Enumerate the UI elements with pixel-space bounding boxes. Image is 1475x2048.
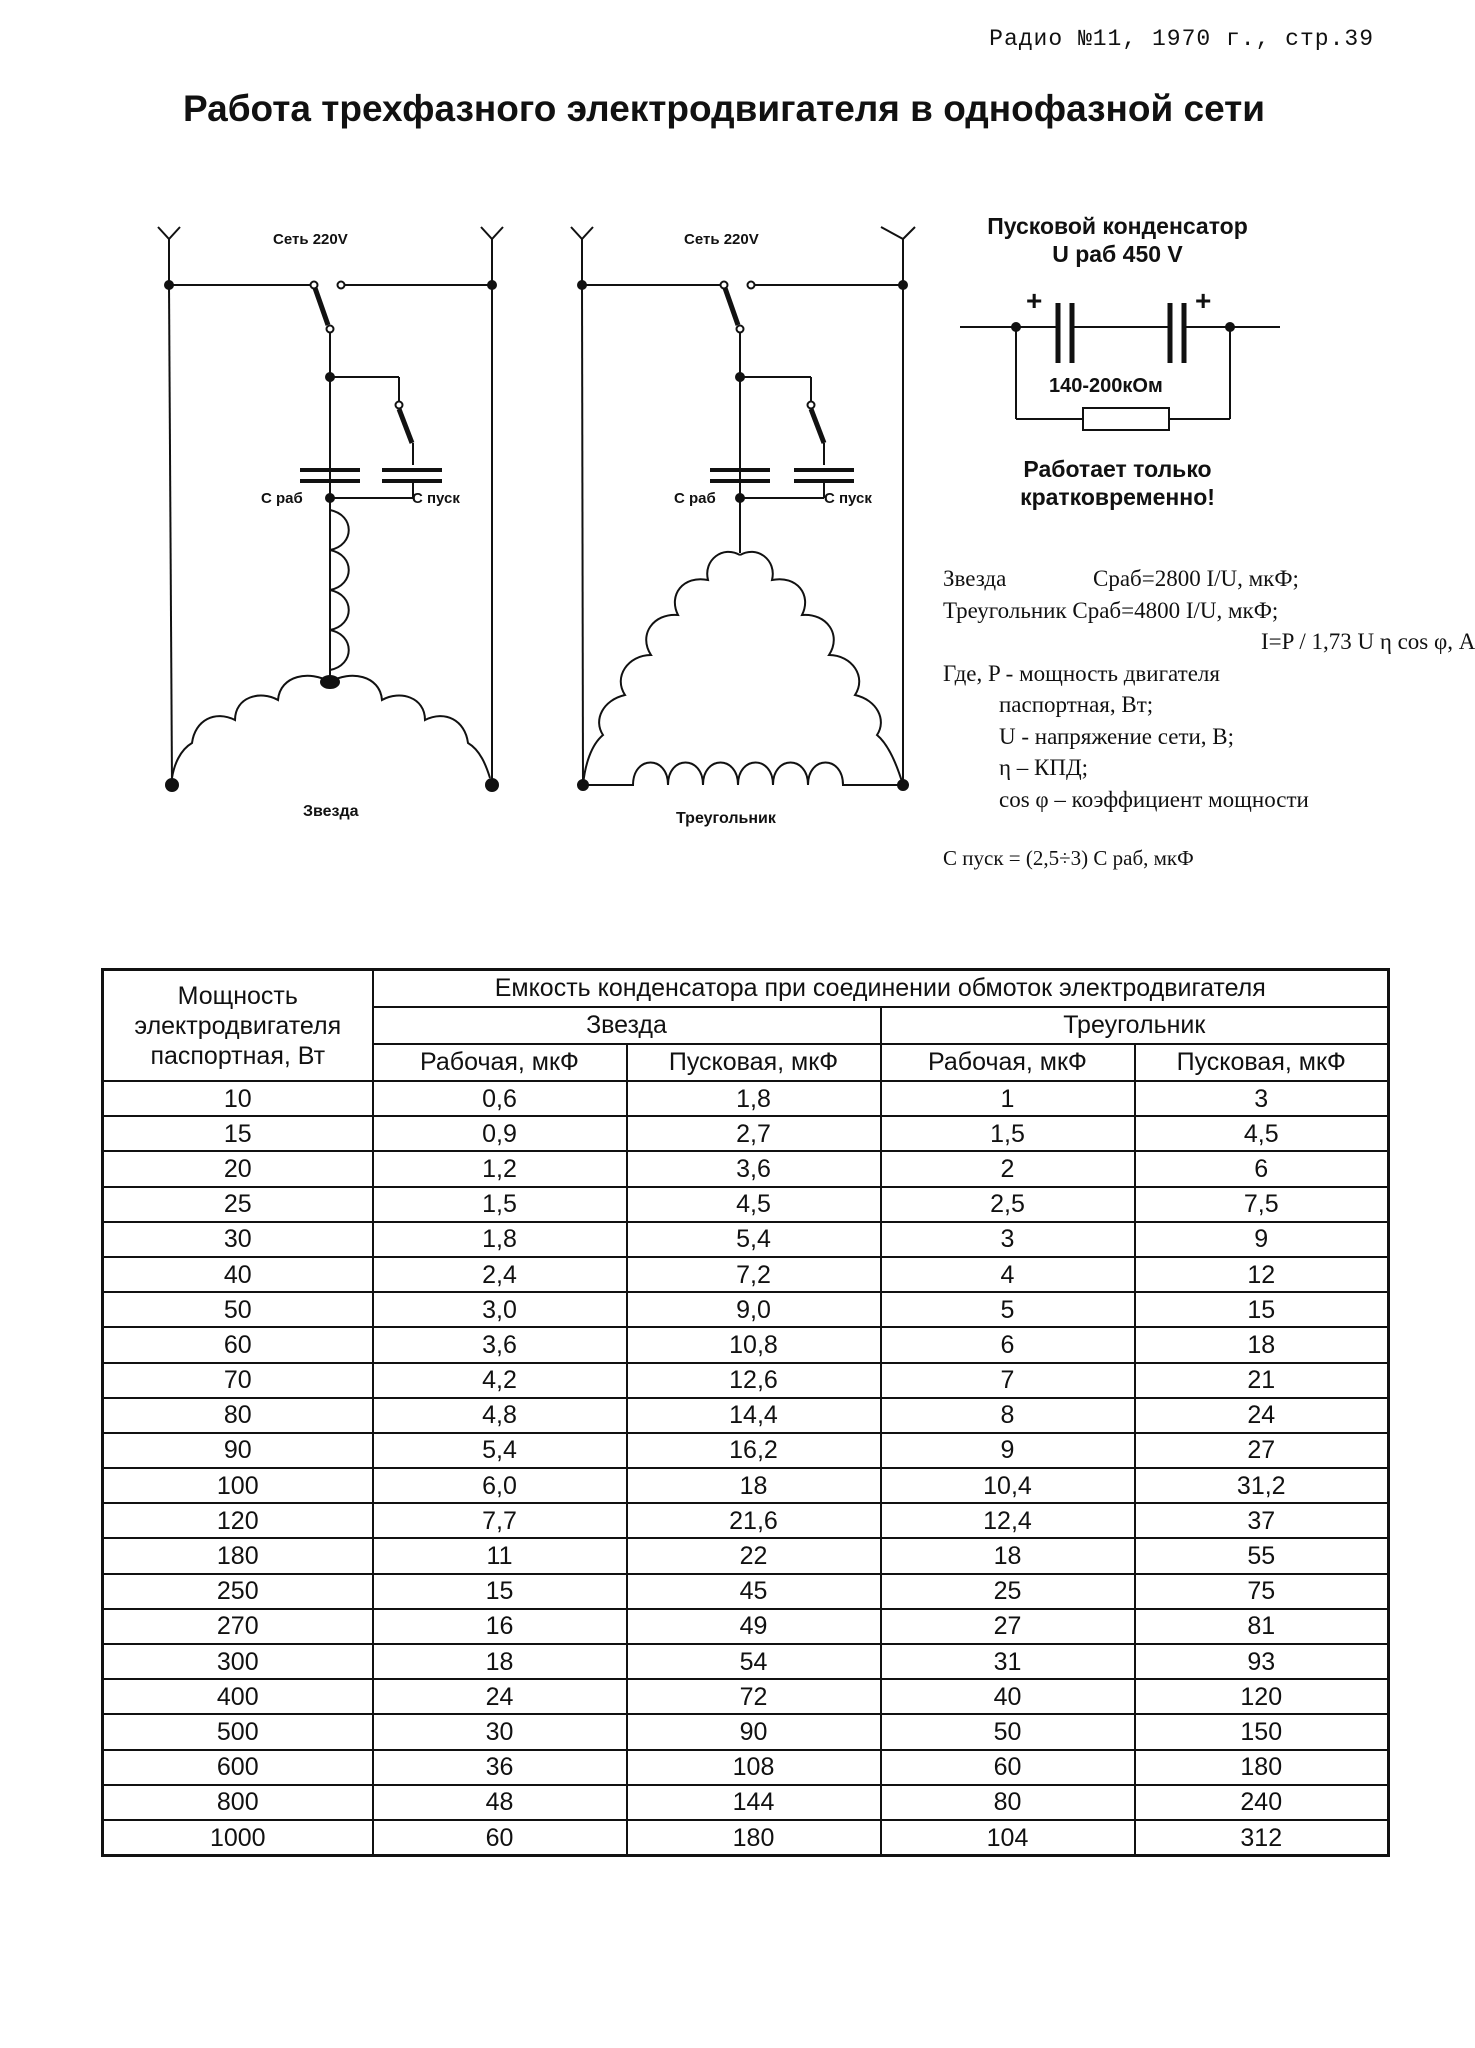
power-cell: 50: [103, 1292, 373, 1327]
table-row: [103, 1468, 1389, 1503]
tri-work-cell: 27: [881, 1609, 1135, 1644]
star-work-cell: 5,4: [373, 1433, 627, 1468]
tri-work-cell: 6: [881, 1327, 1135, 1362]
header-star-work: Рабочая, мкФ: [373, 1044, 627, 1081]
source-reference: Радио №11, 1970 г., стр.39: [989, 26, 1374, 52]
tri-start-cell: 27: [1135, 1433, 1389, 1468]
star-start-cell: 16,2: [627, 1433, 881, 1468]
tri-start-cell: 4,5: [1135, 1116, 1389, 1151]
tri-start-cell: 75: [1135, 1574, 1389, 1609]
tri-work-cell: 18: [881, 1538, 1135, 1573]
tri-start-cell: 120: [1135, 1679, 1389, 1714]
star-c-start-label: С пуск: [412, 490, 460, 507]
triangle-network-label: Сеть 220V: [684, 231, 759, 248]
eta-def: η – КПД;: [999, 755, 1089, 780]
star-work-cell: 0,6: [373, 1081, 627, 1116]
tri-start-cell: 7,5: [1135, 1187, 1389, 1222]
star-caption: Звезда: [303, 803, 359, 820]
tri-start-cell: 150: [1135, 1714, 1389, 1749]
tri-work-cell: 10,4: [881, 1468, 1135, 1503]
power-cell: 250: [103, 1574, 373, 1609]
triangle-caption: Треугольник: [676, 810, 776, 827]
tri-work-cell: 2: [881, 1151, 1135, 1186]
plus-right: +: [1195, 285, 1212, 316]
power-cell: 20: [103, 1151, 373, 1186]
star-work-cell: 1,2: [373, 1151, 627, 1186]
power-cell: 40: [103, 1257, 373, 1292]
triangle-wiring-diagram: [563, 215, 923, 855]
tri-work-cell: 12,4: [881, 1503, 1135, 1538]
table-row: [103, 1538, 1389, 1573]
tri-work-cell: 40: [881, 1679, 1135, 1714]
table-row: [103, 1679, 1389, 1714]
tri-start-cell: 6: [1135, 1151, 1389, 1186]
star-work-cell: 6,0: [373, 1468, 627, 1503]
tri-work-cell: 104: [881, 1820, 1135, 1856]
star-work-cell: 1,5: [373, 1187, 627, 1222]
tri-start-cell: 240: [1135, 1785, 1389, 1820]
star-formula-line: [943, 563, 1423, 595]
tri-work-cell: 3: [881, 1222, 1135, 1257]
star-start-cell: 1,8: [627, 1081, 881, 1116]
where-p: Где, P - мощность двигателя: [943, 660, 1220, 686]
table-row: [103, 1222, 1389, 1257]
power-cell: 100: [103, 1468, 373, 1503]
tri-start-cell: 3: [1135, 1081, 1389, 1116]
star-work-cell: 1,8: [373, 1222, 627, 1257]
table-row: [103, 1574, 1389, 1609]
tri-start-cell: 9: [1135, 1222, 1389, 1257]
star-work-cell: 3,6: [373, 1327, 627, 1362]
star-work-cell: 18: [373, 1644, 627, 1679]
star-start-cell: 3,6: [627, 1151, 881, 1186]
star-start-cell: 5,4: [627, 1222, 881, 1257]
table-row: [103, 1398, 1389, 1433]
star-work-cell: 15: [373, 1574, 627, 1609]
power-cell: 120: [103, 1503, 373, 1538]
triangle-formula: Сраб=4800 I/U, мкФ;: [1072, 597, 1279, 623]
star-start-cell: 72: [627, 1679, 881, 1714]
star-start-cell: 4,5: [627, 1187, 881, 1222]
capacitor-table: [101, 968, 1390, 1857]
star-start-cell: 18: [627, 1468, 881, 1503]
resistor-label: 140-200кОм: [1049, 375, 1163, 397]
table-row: [103, 1750, 1389, 1785]
power-cell: 10: [103, 1081, 373, 1116]
table-row: [103, 1257, 1389, 1292]
tri-start-cell: 180: [1135, 1750, 1389, 1785]
power-cell: 500: [103, 1714, 373, 1749]
star-work-cell: 3,0: [373, 1292, 627, 1327]
power-cell: 30: [103, 1222, 373, 1257]
start-capacitor-title-line2: U раб 450 V: [1052, 241, 1183, 267]
star-work-cell: 11: [373, 1538, 627, 1573]
tri-start-cell: 31,2: [1135, 1468, 1389, 1503]
star-start-cell: 12,6: [627, 1363, 881, 1398]
table-row: [103, 1820, 1389, 1856]
star-work-cell: 0,9: [373, 1116, 627, 1151]
start-capacitor-schematic: [955, 285, 1290, 445]
star-work-cell: 16: [373, 1609, 627, 1644]
tri-work-cell: 4: [881, 1257, 1135, 1292]
star-work-cell: 60: [373, 1820, 627, 1856]
start-capacitor-note: [950, 455, 1285, 511]
tri-start-cell: 37: [1135, 1503, 1389, 1538]
star-wiring-diagram: [150, 215, 520, 855]
tri-start-cell: 93: [1135, 1644, 1389, 1679]
star-formula: Сраб=2800 I/U, мкФ;: [1093, 566, 1299, 591]
table-row: [103, 1292, 1389, 1327]
star-start-cell: 49: [627, 1609, 881, 1644]
u-def: U - напряжение сети, В;: [999, 723, 1235, 749]
tri-work-cell: 8: [881, 1398, 1135, 1433]
tri-start-cell: 12: [1135, 1257, 1389, 1292]
tri-work-cell: 9: [881, 1433, 1135, 1468]
power-cell: 70: [103, 1363, 373, 1398]
formulas-block: [943, 563, 1475, 815]
tri-start-cell: 15: [1135, 1292, 1389, 1327]
c-start-formula: С пуск = (2,5÷3) С раб, мкФ: [943, 846, 1194, 870]
triangle-name: Треугольник: [943, 597, 1067, 623]
power-cell: 400: [103, 1679, 373, 1714]
note-line2: кратковременно!: [1020, 484, 1215, 510]
tri-work-cell: 1,5: [881, 1116, 1135, 1151]
star-start-cell: 45: [627, 1574, 881, 1609]
power-cell: 300: [103, 1644, 373, 1679]
triangle-c-work-label: С раб: [674, 490, 716, 507]
star-start-cell: 2,7: [627, 1116, 881, 1151]
power-cell: 60: [103, 1327, 373, 1362]
tri-work-cell: 31: [881, 1644, 1135, 1679]
star-work-cell: 36: [373, 1750, 627, 1785]
start-capacitor-title: [950, 212, 1285, 268]
star-work-cell: 7,7: [373, 1503, 627, 1538]
star-work-cell: 4,2: [373, 1363, 627, 1398]
table-row: [103, 1187, 1389, 1222]
star-name: Звезда: [943, 566, 1007, 591]
table-row: [103, 1503, 1389, 1538]
star-work-cell: 24: [373, 1679, 627, 1714]
power-cell: 90: [103, 1433, 373, 1468]
header-capacity: Емкость конденсатора при соединении обмоток электродвигателя: [373, 970, 1389, 1008]
table-row: [103, 1327, 1389, 1362]
tri-start-cell: 18: [1135, 1327, 1389, 1362]
power-cell: 80: [103, 1398, 373, 1433]
tri-work-cell: 5: [881, 1292, 1135, 1327]
table-row: [103, 1363, 1389, 1398]
header-tri-start: Пусковая, мкФ: [1135, 1044, 1389, 1081]
star-start-cell: 7,2: [627, 1257, 881, 1292]
star-start-cell: 144: [627, 1785, 881, 1820]
table-row: [103, 1714, 1389, 1749]
table-row: [103, 1116, 1389, 1151]
cos-def: cos φ – коэффициент мощности: [999, 786, 1309, 812]
star-start-cell: 54: [627, 1644, 881, 1679]
header-star: Звезда: [373, 1007, 881, 1044]
table-row: [103, 1081, 1389, 1116]
header-triangle: Треугольник: [881, 1007, 1389, 1044]
table-row: [103, 1785, 1389, 1820]
star-network-label: Сеть 220V: [273, 231, 348, 248]
table-row: [103, 1609, 1389, 1644]
power-cell: 15: [103, 1116, 373, 1151]
header-star-start: Пусковая, мкФ: [627, 1044, 881, 1081]
header-power: Мощность электродвигателя паспортная, Вт: [103, 970, 373, 1082]
star-start-cell: 180: [627, 1820, 881, 1856]
tri-start-cell: 81: [1135, 1609, 1389, 1644]
start-capacitor-title-line1: Пусковой конденсатор: [987, 213, 1248, 239]
plus-left: +: [1026, 285, 1043, 316]
p-cont: паспортная, Вт;: [999, 692, 1154, 717]
star-work-cell: 30: [373, 1714, 627, 1749]
tri-work-cell: 2,5: [881, 1187, 1135, 1222]
tri-start-cell: 312: [1135, 1820, 1389, 1856]
triangle-c-start-label: С пуск: [824, 490, 872, 507]
power-cell: 1000: [103, 1820, 373, 1856]
tri-start-cell: 21: [1135, 1363, 1389, 1398]
table-row: [103, 1644, 1389, 1679]
tri-work-cell: 50: [881, 1714, 1135, 1749]
star-start-cell: 21,6: [627, 1503, 881, 1538]
power-cell: 270: [103, 1609, 373, 1644]
tri-start-cell: 55: [1135, 1538, 1389, 1573]
tri-work-cell: 80: [881, 1785, 1135, 1820]
star-start-cell: 90: [627, 1714, 881, 1749]
star-start-cell: 22: [627, 1538, 881, 1573]
power-cell: 800: [103, 1785, 373, 1820]
power-cell: 180: [103, 1538, 373, 1573]
table-body: [103, 1081, 1389, 1856]
tri-work-cell: 1: [881, 1081, 1135, 1116]
power-cell: 600: [103, 1750, 373, 1785]
power-cell: 25: [103, 1187, 373, 1222]
table-row: [103, 1433, 1389, 1468]
tri-work-cell: 7: [881, 1363, 1135, 1398]
star-work-cell: 2,4: [373, 1257, 627, 1292]
triangle-formula-line: [943, 595, 1423, 627]
star-start-cell: 14,4: [627, 1398, 881, 1433]
star-start-cell: 10,8: [627, 1327, 881, 1362]
star-c-work-label: С раб: [261, 490, 303, 507]
star-work-cell: 48: [373, 1785, 627, 1820]
star-start-cell: 108: [627, 1750, 881, 1785]
current-formula: I=P / 1,73 U η cos φ, А: [1261, 629, 1475, 654]
star-start-cell: 9,0: [627, 1292, 881, 1327]
tri-work-cell: 25: [881, 1574, 1135, 1609]
table-row: [103, 1151, 1389, 1186]
tri-work-cell: 60: [881, 1750, 1135, 1785]
page-title: Работа трехфазного электродвигателя в однофазной сети: [182, 88, 1266, 129]
note-line1: Работает только: [1023, 456, 1212, 482]
tri-start-cell: 24: [1135, 1398, 1389, 1433]
star-work-cell: 4,8: [373, 1398, 627, 1433]
header-tri-work: Рабочая, мкФ: [881, 1044, 1135, 1081]
